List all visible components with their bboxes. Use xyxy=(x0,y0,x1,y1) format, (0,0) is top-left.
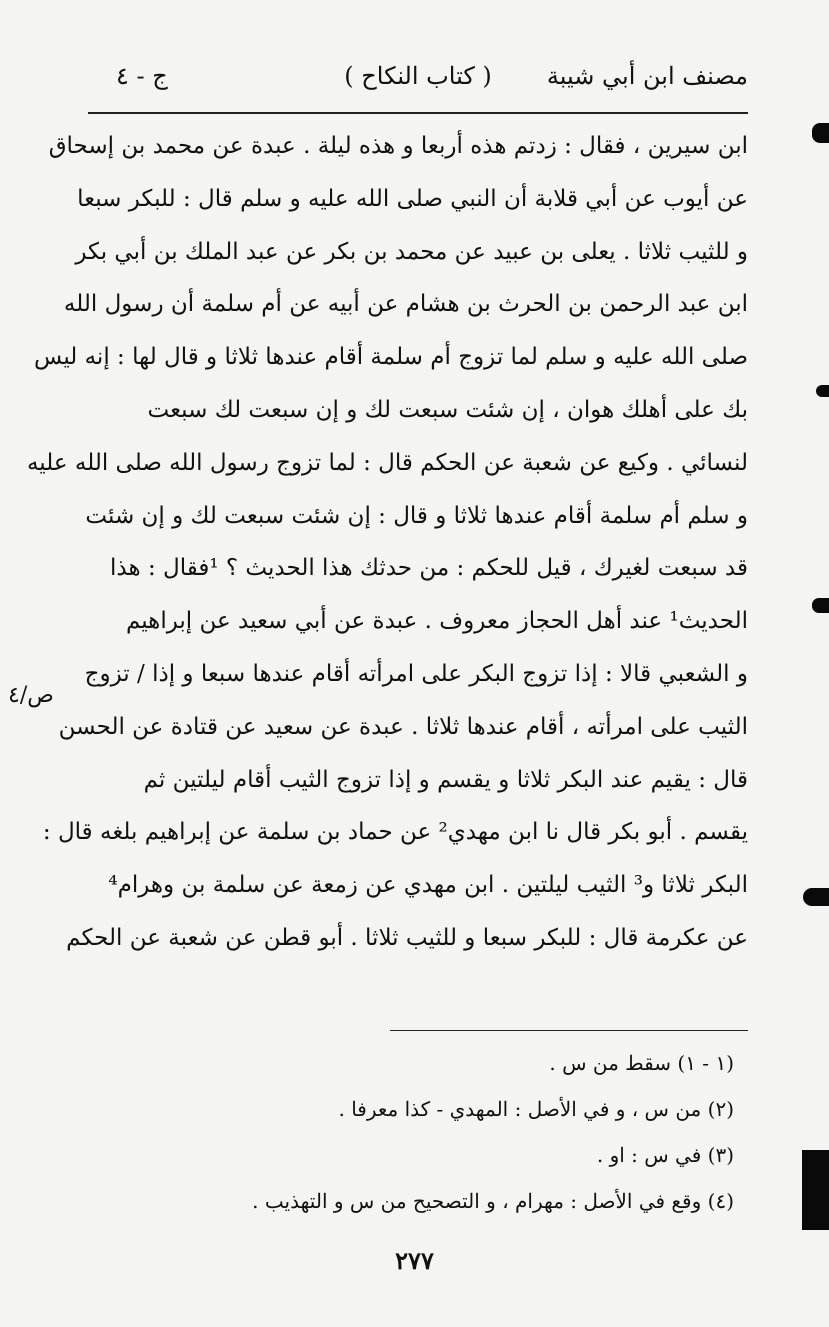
footnote-divider xyxy=(390,1030,748,1031)
scan-edge-mark xyxy=(816,385,829,397)
text-line: قد سبعت لغيرك ، قيل للحكم : من حدثك هذا الحديث ؟ ¹فقال : هذا xyxy=(110,555,748,582)
footnote: (٢) من س ، و في الأصل : المهدي - كذا معرفا . xyxy=(338,1097,734,1121)
text-line: ابن عبد الرحمن بن الحرث بن هشام عن أبيه عن أم سلمة أن رسول الله xyxy=(63,291,748,318)
footnote: (٤) وقع في الأصل : مهرام ، و التصحيح من س و التهذيب . xyxy=(252,1189,734,1213)
footnote: (١ - ١) سقط من س . xyxy=(549,1051,734,1075)
text-line: الثيب على امرأته ، أقام عندها ثلاثا . عبدة عن سعيد عن قتادة عن الحسن xyxy=(58,713,748,740)
text-line: و للثيب ثلاثا . يعلى بن عبيد عن محمد بن بكر عن عبد الملك بن أبي بكر xyxy=(75,238,748,265)
text-line: عن أيوب عن أبي قلابة أن النبي صلى الله عليه و سلم قال : للبكر سبعا xyxy=(77,185,748,212)
text-line: عن عكرمة قال : للبكر سبعا و للثيب ثلاثا . أبو قطن عن شعبة عن الحكم xyxy=(66,924,748,951)
text-line: قال : يقيم عند البكر ثلاثا و يقسم و إذا تزوج الثيب أقام ليلتين ثم xyxy=(143,766,748,793)
running-header xyxy=(88,56,748,104)
text-line: يقسم . أبو بكر قال نا ابن مهدي² عن حماد بن سلمة عن إبراهيم بلغه قال : xyxy=(42,819,748,846)
scan-edge-mark xyxy=(812,123,829,143)
page-number: ٢٧٧ xyxy=(395,1246,434,1275)
book-title: مصنف ابن أبي شيبة xyxy=(546,62,748,90)
text-line: ابن سيرين ، فقال : زدتم هذه أربعا و هذه ليلة . عبدة عن محمد بن إسحاق xyxy=(48,133,748,159)
header-divider xyxy=(88,112,748,114)
text-line: و سلم أم سلمة أقام عندها ثلاثا و قال : إن شئت سبعت لك و إن شئت xyxy=(85,502,748,529)
volume-label: ج - ٤ xyxy=(116,62,168,90)
text-line: الحديث¹ عند أهل الحجاز معروف . عبدة عن أبي سعيد عن إبراهيم xyxy=(125,608,748,635)
text-line: و الشعبي قالا : إذا تزوج البكر على امرأته أقام عندها سبعا و إذا / تزوج xyxy=(84,660,748,687)
footnotes xyxy=(88,1040,734,1224)
text-line: لنسائي . وكيع عن شعبة عن الحكم قال : لما تزوج رسول الله صلى الله عليه xyxy=(26,449,748,476)
scan-edge-mark xyxy=(803,888,829,906)
margin-page-reference: ص/٤ xyxy=(8,683,54,708)
scan-edge-mark xyxy=(812,598,829,613)
footnote: (٣) في س : او . xyxy=(596,1143,734,1167)
text-line: بك على أهلك هوان ، إن شئت سبعت لك و إن سبعت لك سبعت xyxy=(147,396,748,423)
chapter-title: ( كتاب النكاح ) xyxy=(344,62,492,90)
text-line: صلى الله عليه و سلم لما تزوج أم سلمة أقام عندها ثلاثا و قال لها : إنه ليس xyxy=(34,344,748,371)
scan-edge-mark xyxy=(802,1150,829,1230)
text-line: البكر ثلاثا و³ الثيب ليلتين . ابن مهدي عن زمعة عن سلمة بن وهرام⁴ xyxy=(108,872,748,899)
